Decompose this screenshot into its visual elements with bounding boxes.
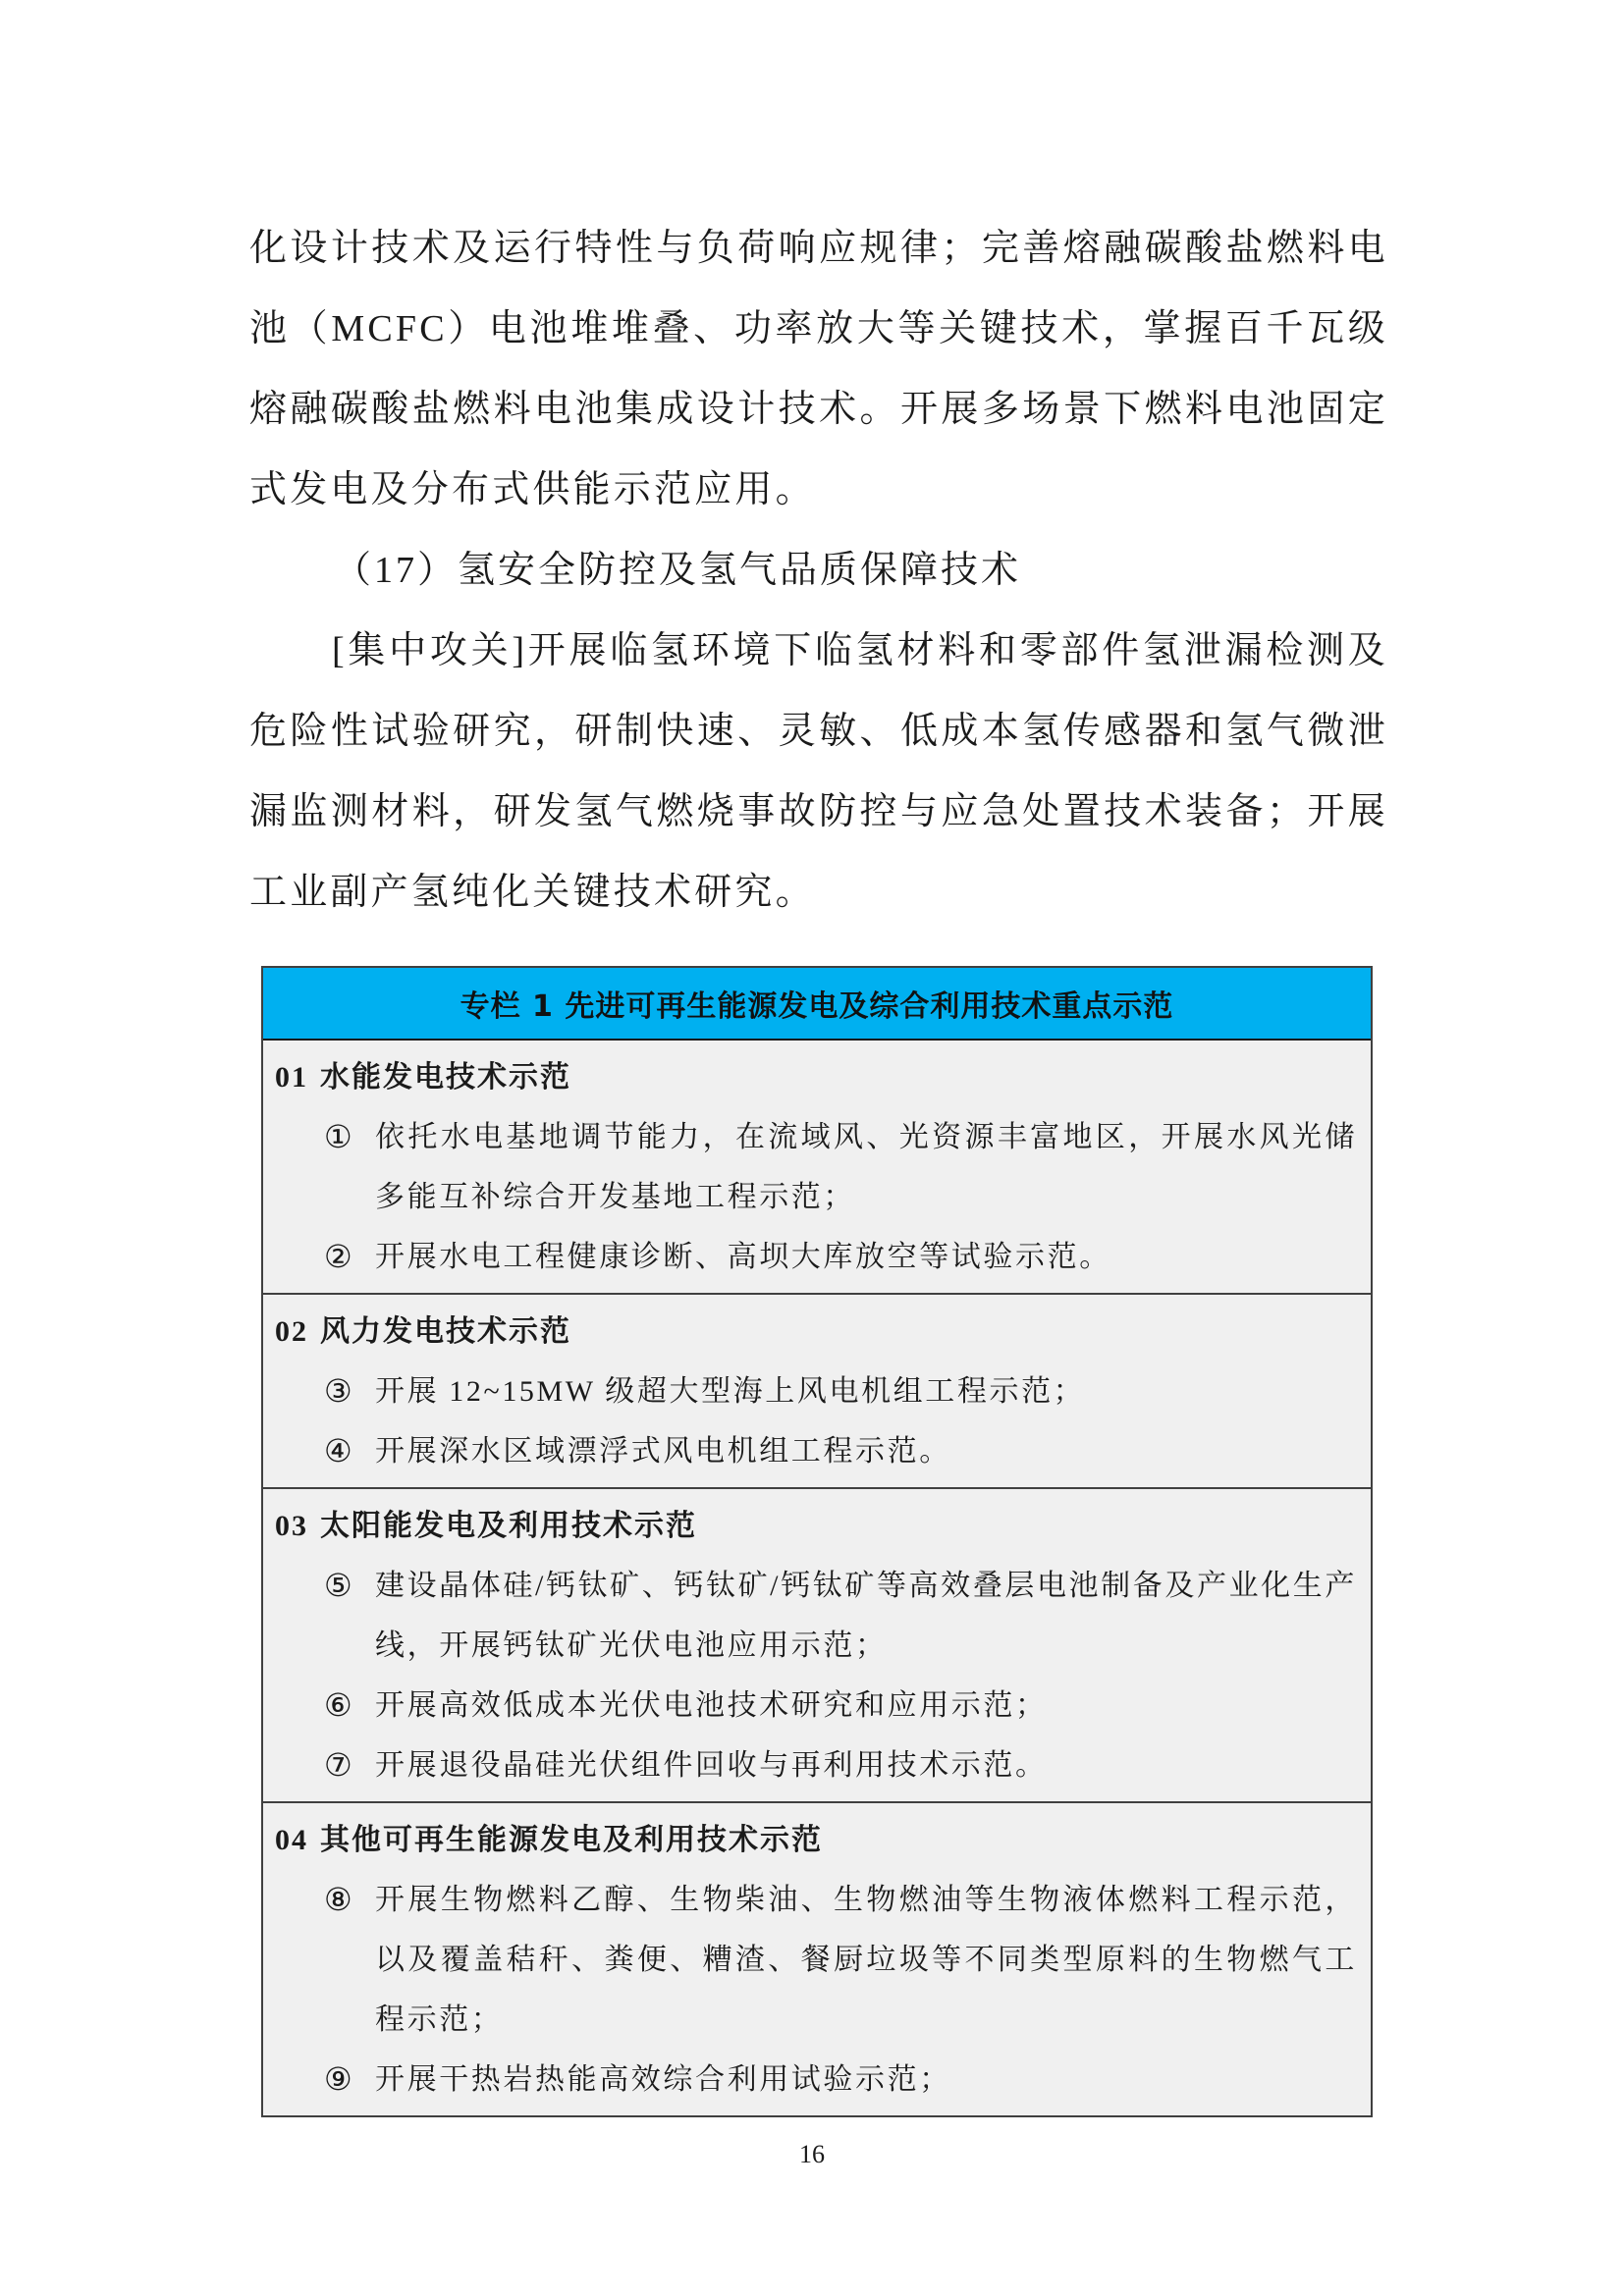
group-number: 02 bbox=[275, 1315, 308, 1348]
list-item bbox=[263, 1556, 1371, 1676]
paragraph-text: [集中攻关]开展临氢环境下临氢材料和零部件氢泄漏检测及危险性试验研究，研制快速、灵敏、低成本氢传感器和氢气微泄漏监测材料，研发氢气燃烧事故防控与应急处置技术装备；开展工业副产氢纯化关键技术研究。 bbox=[249, 630, 1388, 913]
column-box-1 bbox=[261, 966, 1373, 2117]
list-item bbox=[263, 1107, 1371, 1227]
group-title-text: 风力发电技术示范 bbox=[320, 1315, 571, 1348]
group-title bbox=[263, 1048, 1371, 1107]
group-number: 03 bbox=[275, 1510, 308, 1542]
circled-number-marker: ⑥ bbox=[324, 1687, 355, 1723]
list-item bbox=[263, 1735, 1371, 1795]
list-item-text: 开展生物燃料乙醇、生物柴油、生物燃油等生物液体燃料工程示范，以及覆盖秸秆、粪便、糟渣、餐厨垃圾等不同类型原料的生物燃气工程示范； bbox=[375, 1884, 1357, 2036]
box-group-02 bbox=[263, 1295, 1371, 1489]
list-item bbox=[263, 1227, 1371, 1287]
group-title bbox=[263, 1497, 1371, 1556]
list-item-text: 开展高效低成本光伏电池技术研究和应用示范； bbox=[375, 1689, 1048, 1722]
group-number: 04 bbox=[275, 1824, 308, 1856]
circled-number-marker: ⑦ bbox=[324, 1747, 355, 1783]
page-number: 16 bbox=[799, 2140, 825, 2168]
circled-number-marker: ① bbox=[324, 1119, 355, 1154]
circled-number-marker: ② bbox=[324, 1239, 355, 1274]
group-title-text: 其他可再生能源发电及利用技术示范 bbox=[320, 1824, 823, 1856]
section-heading-17: （17）氢安全防控及氢气品质保障技术 bbox=[334, 550, 1022, 591]
list-item bbox=[263, 1676, 1371, 1735]
circled-number-marker: ⑧ bbox=[324, 1882, 355, 1917]
circled-number-marker: ④ bbox=[324, 1433, 355, 1468]
list-item-text: 开展干热岩热能高效综合利用试验示范； bbox=[375, 2063, 951, 2096]
list-item-text: 依托水电基地调节能力，在流域风、光资源丰富地区，开展水风光储多能互补综合开发基地工程示范； bbox=[375, 1121, 1357, 1213]
circled-number-marker: ⑨ bbox=[324, 2061, 355, 2097]
group-title bbox=[263, 1303, 1371, 1362]
paragraph-continuation bbox=[249, 208, 1388, 530]
group-title-text: 水能发电技术示范 bbox=[320, 1061, 571, 1094]
list-item-text: 建设晶体硅/钙钛矿、钙钛矿/钙钛矿等高效叠层电池制备及产业化生产线，开展钙钛矿光伏电池应用示范； bbox=[375, 1570, 1357, 1662]
list-item-text: 开展退役晶硅光伏组件回收与再利用技术示范。 bbox=[375, 1749, 1048, 1782]
group-number: 01 bbox=[275, 1061, 308, 1094]
list-item-text: 开展水电工程健康诊断、高坝大库放空等试验示范。 bbox=[375, 1241, 1111, 1273]
box-group-04 bbox=[263, 1803, 1371, 2115]
list-item bbox=[263, 1870, 1371, 2050]
box-group-01 bbox=[263, 1041, 1371, 1295]
box-title: 专栏 1 先进可再生能源发电及综合利用技术重点示范 bbox=[263, 968, 1371, 1041]
list-item-text: 开展 12~15MW 级超大型海上风电机组工程示范； bbox=[375, 1375, 1086, 1408]
list-item bbox=[263, 1362, 1371, 1421]
paragraph-text: 化设计技术及运行特性与负荷响应规律；完善熔融碳酸盐燃料电池（MCFC）电池堆堆叠、功率放大等关键技术，掌握百千瓦级熔融碳酸盐燃料电池集成设计技术。开展多场景下燃料电池固定式发电及分布式供能示范应用。 bbox=[249, 228, 1388, 510]
list-item bbox=[263, 1421, 1371, 1481]
group-title bbox=[263, 1811, 1371, 1870]
circled-number-marker: ⑤ bbox=[324, 1568, 355, 1603]
list-item bbox=[263, 2050, 1371, 2109]
list-item-text: 开展深水区域漂浮式风电机组工程示范。 bbox=[375, 1435, 951, 1468]
section-17-paragraph bbox=[249, 611, 1388, 933]
group-title-text: 太阳能发电及利用技术示范 bbox=[320, 1510, 697, 1542]
box-group-03 bbox=[263, 1489, 1371, 1803]
circled-number-marker: ③ bbox=[324, 1373, 355, 1409]
